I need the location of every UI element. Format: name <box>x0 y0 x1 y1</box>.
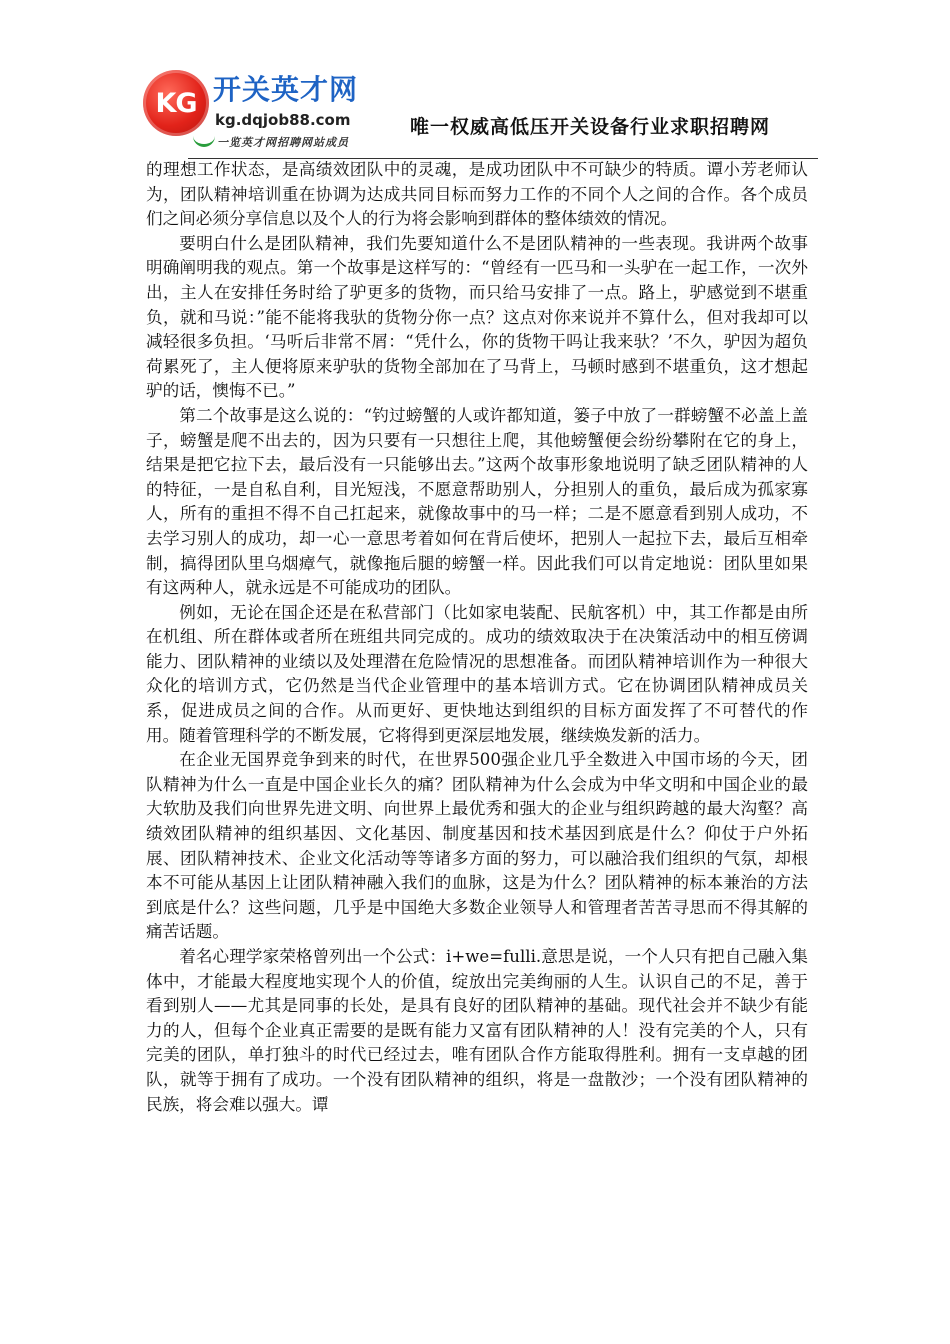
article-body <box>146 158 808 1117</box>
logo-tagline: 一览英才网招聘网站成员 <box>217 136 349 149</box>
logo-name: 开关英才网 <box>213 73 359 106</box>
logo-url: kg.dqjob88.com <box>215 111 351 129</box>
page-header <box>0 0 950 162</box>
paragraph-5: 在企业无国界竞争到来的时代，在世界500强企业几乎全数进入中国市场的今天，团队精神为什么一直是中国企业长久的痛？团队精神为什么会成为中华文明和中国企业的最大软肋及我们向世界先进文明、向世界上最优秀和强大的企业与组织跨越的最大沟壑？高绩效团队精神的组织基因、文化基因、制度基因和技术基因到底是什么？仰仗于户外拓展、团队精神技术、企业文化活动等等诸多方面的努力，可以融洽我们组织的气氛，却根本不可能从基因上让团队精神融入我们的血脉，这是为什么？团队精神的标本兼治的方法到底是什么？这些问题，几乎是中国绝大多数企业领导人和管理者苦苦寻思而不得其解的痛苦话题。 <box>146 750 808 942</box>
paragraph-3: 第二个故事是这么说的：“钓过螃蟹的人或许都知道，篓子中放了一群螃蟹不必盖上盖子，螃蟹是爬不出去的，因为只要有一只想往上爬，其他螃蟹便会纷纷攀附在它的身上，结果是把它拉下去，最后没有一只能够出去。”这两个故事形象地说明了缺乏团队精神的人的特征，一是自私自利，目光短浅，不愿意帮助别人，分担别人的重负，最后成为孤家寡人，所有的重担不得不自己扛起来，就像故事中的马一样；二是不愿意看到别人成功，不去学习别人的成功，却一心一意思考着如何在背后使坏，把别人一起拉下去，最后互相牵制，搞得团队里乌烟瘴气，就像拖后腿的螃蟹一样。因此我们可以肯定地说：团队里如果有这两种人，就永远是不可能成功的团队。 <box>146 405 808 598</box>
paragraph-1: 的理想工作状态，是高绩效团队中的灵魂，是成功团队中不可缺少的特质。谭小芳老师认为，团队精神培训重在协调为达成共同目标而努力工作的不同个人之间的合作。各个成员们之间必须分享信息以及个人的行为将会影响到群体的整体绩效的情况。 <box>146 160 808 229</box>
logo-swoosh-icon <box>193 134 215 147</box>
paragraph-2: 要明白什么是团队精神，我们先要知道什么不是团队精神的一些表现。我讲两个故事明确阐明我的观点。第一个故事是这样写的：“曾经有一匹马和一头驴在一起工作，一次外出，主人在安排任务时给了驴更多的货物，而只给马安排了一点。路上，驴感觉到不堪重负，就和马说：”能不能将我驮的货物分你一点？这点对你来说并不算什么，但对我却可以减轻很多负担。‘马听后非常不屑：“凭什么，你的货物干吗让我来驮？’不久，驴因为超负荷累死了，主人便将原来驴驮的货物全部加在了马背上，马顿时感到不堪重负，这才想起驴的话，懊悔不已。” <box>146 233 808 401</box>
paragraph-6: 着名心理学家荣格曾列出一个公式：i+we=fulli.意思是说，一个人只有把自己融入集体中，才能最大程度地实现个人的价值，绽放出完美绚丽的人生。认识自己的不足，善于看到别人——尤其是同事的长处，是具有良好的团队精神的基础。现代社会并不缺少有能力的人，但每个企业真正需要的是既有能力又富有团队精神的人！没有完美的个人，只有完美的团队，单打独斗的时代已经过去，唯有团队合作方能取得胜利。拥有一支卓越的团队，就等于拥有了成功。一个没有团队精神的组织，将是一盘散沙；一个没有团队精神的民族，将会难以强大。谭 <box>146 947 808 1114</box>
site-slogan: 唯一权威高低压开关设备行业求职招聘网 <box>410 116 771 138</box>
site-logo[interactable] <box>143 64 373 156</box>
logo-mark: KG <box>143 70 209 136</box>
paragraph-4: 例如，无论在国企还是在私营部门（比如家电装配、民航客机）中，其工作都是由所在机组、所在群体或者所在班组共同完成的。成功的绩效取决于在决策活动中的相互傍调能力、团队精神的业绩以及处理潜在危险情况的思想准备。而团队精神培训作为一种很大众化的培训方式，它仍然是当代企业管理中的基本培训方式。它在协调团队精神成员关系，促进成员之间的合作。从而更好、更快地达到组织的目标方面发挥了不可替代的作用。随着管理科学的不断发展，它将得到更深层地发展，继续焕发新的活力。 <box>146 602 808 745</box>
